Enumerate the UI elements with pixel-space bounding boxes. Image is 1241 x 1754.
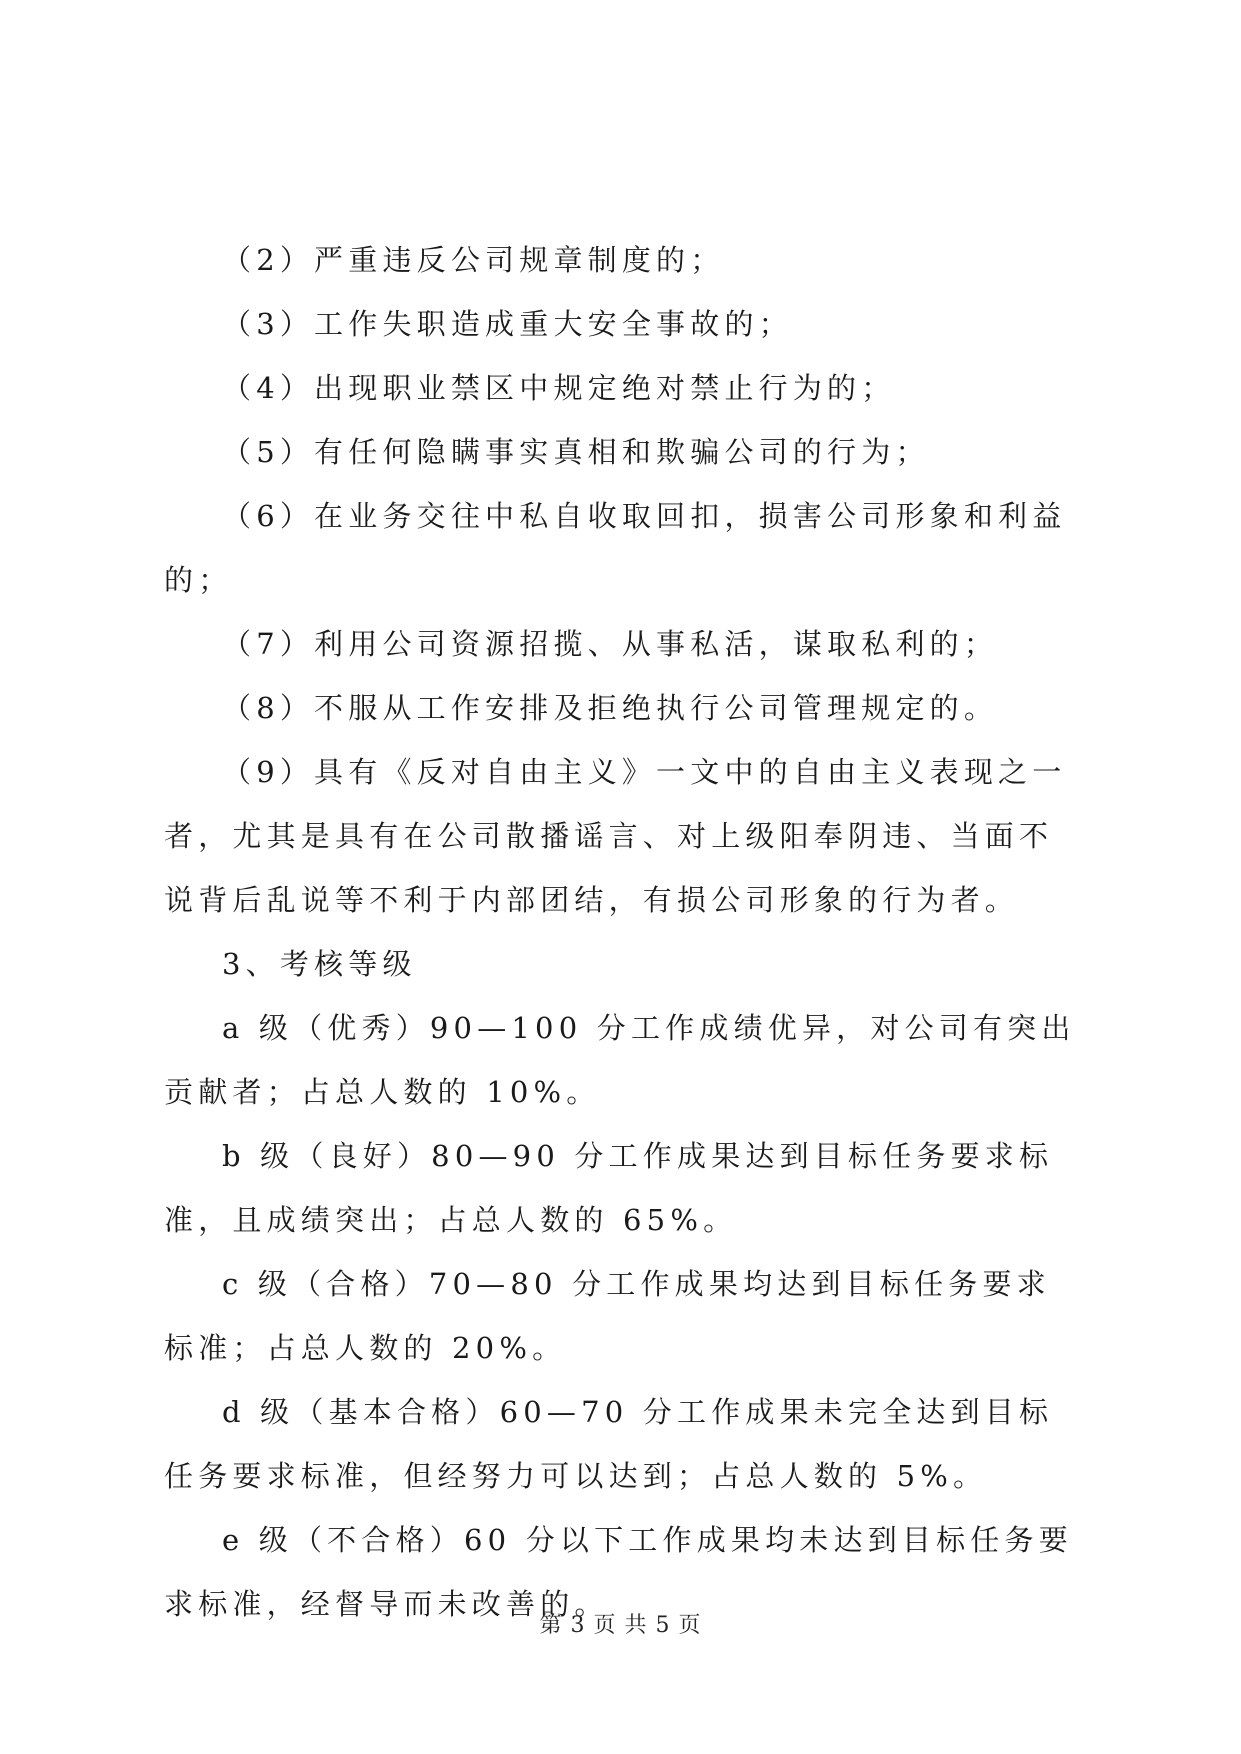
document-body <box>164 228 1084 1636</box>
list-item-7: （7）利用公司资源招揽、从事私活，谋取私利的； <box>222 627 999 661</box>
list-item-4: （4）出现职业禁区中规定绝对禁止行为的； <box>222 371 896 405</box>
list-item-8: （8）不服从工作安排及拒绝执行公司管理规定的。 <box>222 691 999 725</box>
section-heading: 3、考核等级 <box>222 947 417 981</box>
list-item-2: （2）严重违反公司规章制度的； <box>222 243 725 277</box>
grade-b: b 级（良好）80—90 分工作成果达到目标任务要求标准，且成绩突出；占总人数的 65%。 <box>164 1139 1054 1237</box>
list-item-6: （6）在业务交往中私自收取回扣，损害公司形象和利益的； <box>164 499 1067 597</box>
grade-d: d 级（基本合格）60—70 分工作成果未完全达到目标任务要求标准，但经努力可以达到；占总人数的 5%。 <box>164 1395 1054 1493</box>
list-item-3: （3）工作失职造成重大安全事故的； <box>222 307 793 341</box>
grade-c: c 级（合格）70—80 分工作成果均达到目标任务要求标准；占总人数的 20%。 <box>164 1267 1051 1365</box>
page-number-footer: 第 3 页 共 5 页 <box>539 1613 702 1638</box>
list-item-9: （9）具有《反对自由主义》一文中的自由主义表现之一者，尤其是具有在公司散播谣言、对上级阳奉阴违、当面不说背后乱说等不利于内部团结，有损公司形象的行为者。 <box>164 755 1067 917</box>
list-item-5: （5）有任何隐瞒事实真相和欺骗公司的行为； <box>222 435 930 469</box>
grade-e: e 级（不合格）60 分以下工作成果均未达到目标任务要求标准，经督导而未改善的。 <box>164 1523 1073 1621</box>
grade-a: a 级（优秀）90—100 分工作成绩优异，对公司有突出贡献者；占总人数的 10%。 <box>164 1011 1076 1109</box>
